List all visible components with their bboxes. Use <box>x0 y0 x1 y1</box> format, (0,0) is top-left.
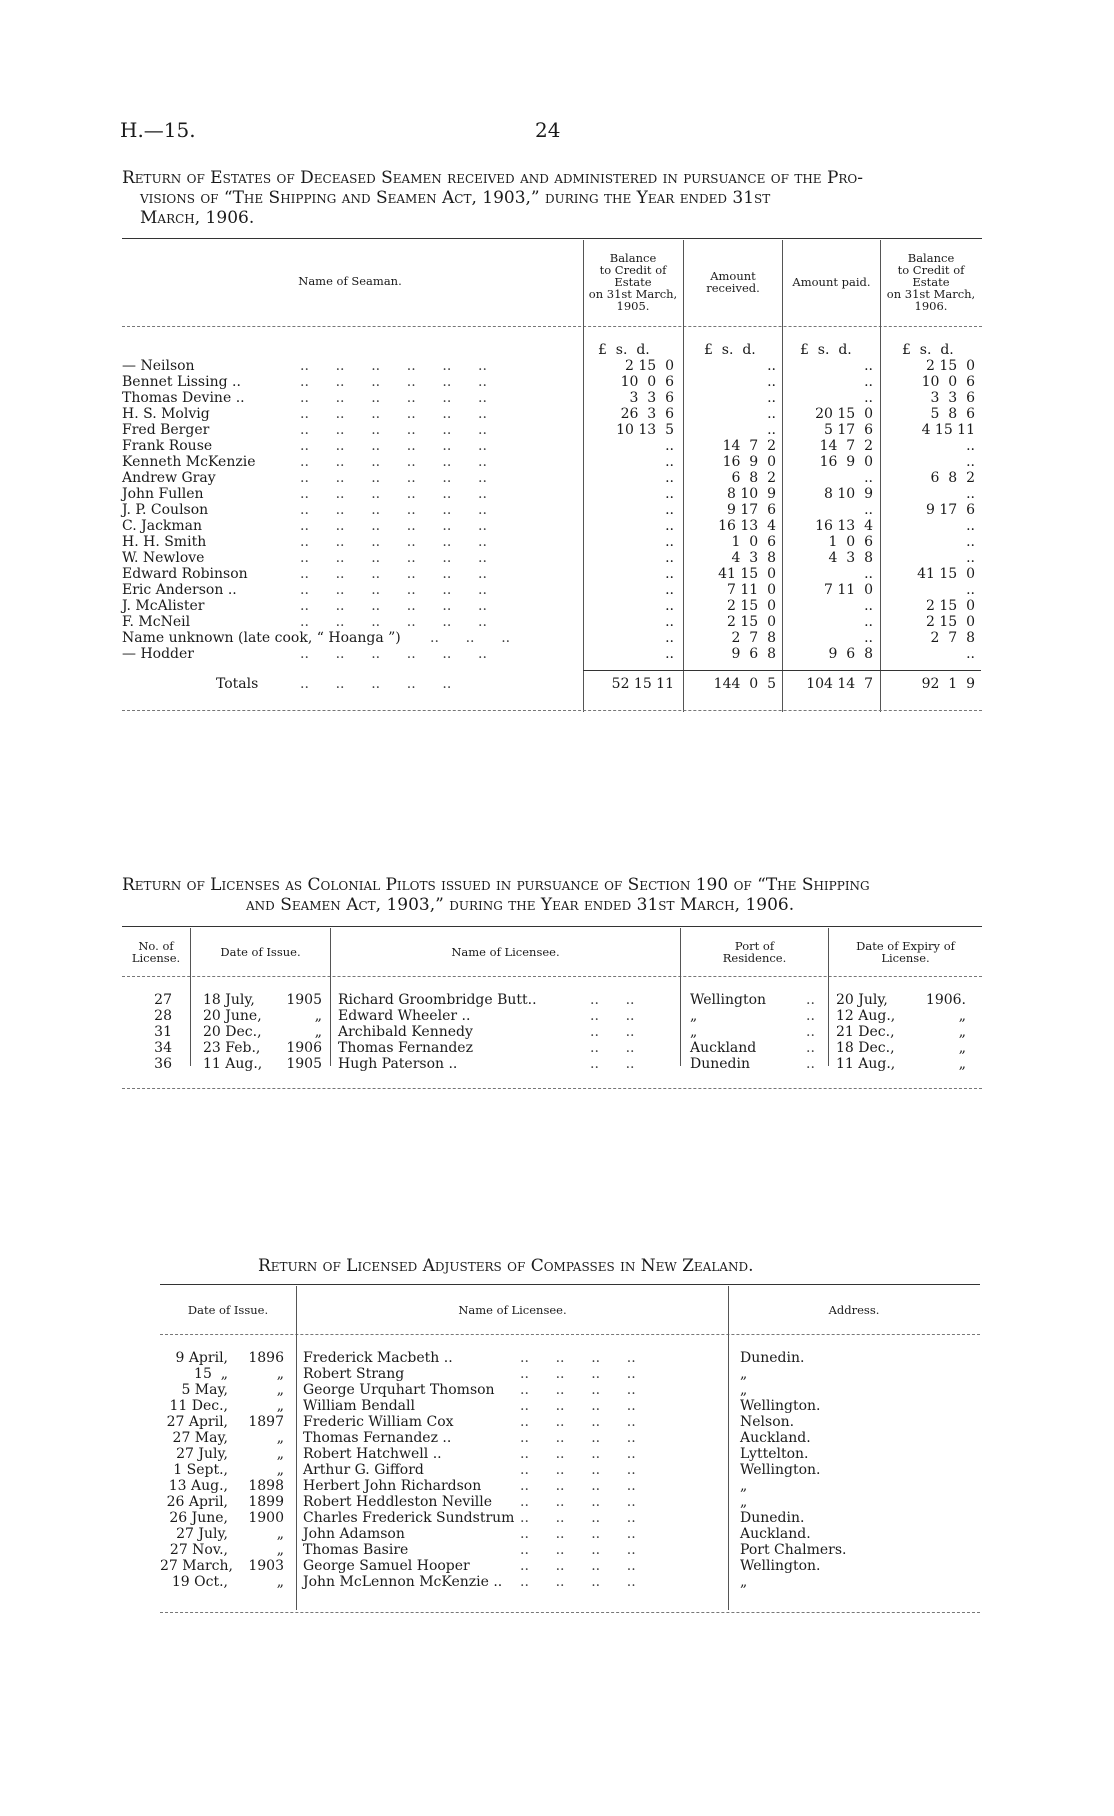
header-licensee: Name of Licensee. <box>458 1303 567 1317</box>
dot-leader: .. .. .. .. .. .. <box>300 646 487 662</box>
total-balance-1906: 92 1 9 <box>921 676 975 692</box>
paid-cell: 8 10 9 <box>824 486 873 502</box>
licensee-cell: Thomas Basire <box>303 1542 409 1558</box>
address-cell: Wellington. <box>740 1462 821 1478</box>
received-cell: 16 13 4 <box>718 518 776 534</box>
dot-leader: .. .. .. .. <box>520 1542 636 1558</box>
seaman-name: C. Jackman <box>122 518 203 534</box>
address-cell: „ <box>740 1478 748 1494</box>
balance-1906-cell: .. <box>966 582 975 598</box>
issue-date-cell: 11 Dec., <box>169 1398 228 1414</box>
received-cell: .. <box>767 374 776 390</box>
col-divider <box>728 1286 729 1610</box>
rule <box>160 1612 980 1613</box>
issue-date-cell: 11 Aug., <box>203 1056 263 1072</box>
licensee-cell: George Samuel Hooper <box>303 1558 470 1574</box>
balance-1906-cell: 9 17 6 <box>926 502 975 518</box>
issue-year-cell: „ <box>314 1008 322 1024</box>
dot-leader: .. .. .. .. <box>520 1350 636 1366</box>
balance-1906-cell: .. <box>966 646 975 662</box>
paid-cell: .. <box>864 566 873 582</box>
received-cell: 9 6 8 <box>731 646 776 662</box>
balance-1905-cell: 26 3 6 <box>620 406 674 422</box>
balance-1906-cell: .. <box>966 550 975 566</box>
paid-cell: 20 15 0 <box>815 406 873 422</box>
balance-1905-cell: .. <box>665 502 674 518</box>
expiry-year-cell: „ <box>958 1024 966 1040</box>
received-cell: 16 9 0 <box>722 454 776 470</box>
license-no-cell: 27 <box>154 992 172 1008</box>
seaman-name: F. McNeil <box>122 614 191 630</box>
received-cell: 2 15 0 <box>727 614 776 630</box>
licensee-cell: Thomas Fernandez .. <box>303 1430 452 1446</box>
units-b: £ s. d. <box>704 342 756 358</box>
paid-cell: 14 7 2 <box>819 438 873 454</box>
balance-1906-cell: 3 3 6 <box>930 390 975 406</box>
received-cell: 7 11 0 <box>727 582 776 598</box>
address-cell: „ <box>740 1382 748 1398</box>
issue-year-cell: „ <box>276 1446 284 1462</box>
expiry-date-cell: 20 July, <box>836 992 888 1008</box>
dot-leader: .. .. <box>590 1040 635 1056</box>
seaman-name: W. Newlove <box>122 550 205 566</box>
paid-cell: 7 11 0 <box>824 582 873 598</box>
received-cell: 1 0 6 <box>731 534 776 550</box>
pilots-title-line1: Return of Licenses as Colonial Pilots issued in pursuance of Section 190 of “The Shipping <box>122 875 870 895</box>
expiry-year-cell: „ <box>958 1008 966 1024</box>
balance-1905-cell: .. <box>665 646 674 662</box>
license-no-cell: 28 <box>154 1008 172 1024</box>
balance-1905-cell: .. <box>665 486 674 502</box>
seaman-name: Andrew Gray <box>122 470 216 486</box>
units-a: £ s. d. <box>598 342 650 358</box>
dot-leader: .. .. .. .. <box>520 1478 636 1494</box>
rule <box>583 670 981 671</box>
balance-1905-cell: 2 15 0 <box>625 358 674 374</box>
licensee-cell: Robert Hatchwell .. <box>303 1446 442 1462</box>
licensee-cell: Thomas Fernandez <box>338 1040 473 1056</box>
dot-leader: .. .. .. .. .. .. <box>300 470 487 486</box>
received-cell: 8 10 9 <box>727 486 776 502</box>
rule <box>122 926 982 927</box>
licensee-cell: William Bendall <box>303 1398 415 1414</box>
dot-leader: .. .. .. .. .. .. <box>300 374 487 390</box>
licensee-cell: Hugh Paterson .. <box>338 1056 458 1072</box>
issue-date-cell: 1 Sept., <box>173 1462 228 1478</box>
seaman-name: Fred Berger <box>122 422 210 438</box>
received-cell: .. <box>767 406 776 422</box>
dot-leader: .. .. .. .. .. .. <box>300 358 487 374</box>
address-cell: Dunedin. <box>740 1510 805 1526</box>
expiry-year-cell: 1906. <box>925 992 966 1008</box>
issue-year-cell: 1906 <box>286 1040 322 1056</box>
issue-year-cell: „ <box>276 1366 284 1382</box>
paid-cell: 5 17 6 <box>824 422 873 438</box>
issue-date-cell: 20 June, <box>203 1008 262 1024</box>
seaman-name: J. McAlister <box>122 598 205 614</box>
port-cell: Wellington <box>690 992 767 1008</box>
paid-cell: .. <box>864 614 873 630</box>
received-cell: 4 3 8 <box>731 550 776 566</box>
rule <box>122 326 982 327</box>
balance-1906-cell: 2 7 8 <box>930 630 975 646</box>
rule <box>122 238 982 239</box>
header-license-no: No. of License. <box>131 939 181 965</box>
header-port: Port of Residence. <box>722 939 787 965</box>
received-cell: 6 8 2 <box>731 470 776 486</box>
licensee-cell: Robert Heddleston Neville <box>303 1494 493 1510</box>
balance-1905-cell: .. <box>665 470 674 486</box>
paid-cell: .. <box>864 598 873 614</box>
total-received: 144 0 5 <box>713 676 776 692</box>
seamen-title-line2: visions of “The Shipping and Seamen Act, 1903,” during the Year ended 31st <box>140 188 771 208</box>
received-cell: .. <box>767 390 776 406</box>
dot-leader: .. .. .. .. <box>520 1382 636 1398</box>
dot-leader: .. .. .. .. <box>520 1462 636 1478</box>
dot-leader: .. <box>806 1024 815 1040</box>
issue-year-cell: „ <box>276 1526 284 1542</box>
dot-leader: .. .. .. .. <box>520 1446 636 1462</box>
dot-leader: .. <box>806 1056 815 1072</box>
balance-1906-cell: 41 15 0 <box>917 566 975 582</box>
issue-year-cell: 1896 <box>248 1350 284 1366</box>
seaman-name: H. H. Smith <box>122 534 207 550</box>
balance-1906-cell: .. <box>966 438 975 454</box>
pilots-title-line2: and Seamen Act, 1903,” during the Year ended 31st March, 1906. <box>246 895 795 915</box>
issue-date-cell: 18 July, <box>203 992 255 1008</box>
dot-leader: .. .. .. .. <box>520 1510 636 1526</box>
licensee-cell: John McLennon McKenzie .. <box>303 1574 503 1590</box>
paid-cell: 4 3 8 <box>828 550 873 566</box>
header-amount-paid: Amount paid. <box>792 275 871 289</box>
page-number: 24 <box>535 118 561 142</box>
header-expiry: Date of Expiry of License. <box>856 939 955 965</box>
received-cell: 14 7 2 <box>722 438 776 454</box>
address-cell: Wellington. <box>740 1558 821 1574</box>
total-paid: 104 14 7 <box>806 676 873 692</box>
dot-leader: .. .. <box>590 1024 635 1040</box>
issue-date-cell: 19 Oct., <box>171 1574 228 1590</box>
paid-cell: .. <box>864 390 873 406</box>
dot-leader: .. .. .. .. .. .. <box>300 502 487 518</box>
received-cell: 9 17 6 <box>727 502 776 518</box>
issue-year-cell: 1897 <box>248 1414 284 1430</box>
balance-1905-cell: .. <box>665 630 674 646</box>
licensee-cell: Frederic William Cox <box>303 1414 454 1430</box>
dot-leader: .. .. .. .. <box>520 1558 636 1574</box>
dot-leader: .. .. .. .. .. .. <box>300 534 487 550</box>
dot-leader: .. .. .. .. .. <box>300 676 452 692</box>
issue-year-cell: „ <box>276 1574 284 1590</box>
seaman-name: Bennet Lissing .. <box>122 374 241 390</box>
balance-1906-cell: .. <box>966 518 975 534</box>
header-licensee: Name of Licensee. <box>451 945 560 959</box>
issue-year-cell: „ <box>276 1542 284 1558</box>
license-no-cell: 31 <box>154 1024 172 1040</box>
seaman-name: — Hodder <box>122 646 194 662</box>
header-name-of-seaman: Name of Seaman. <box>298 274 402 288</box>
issue-year-cell: 1900 <box>248 1510 284 1526</box>
issue-year-cell: 1898 <box>248 1478 284 1494</box>
paid-cell: .. <box>864 374 873 390</box>
address-cell: Port Chalmers. <box>740 1542 847 1558</box>
port-cell: Auckland <box>690 1040 757 1056</box>
dot-leader: .. .. <box>590 1008 635 1024</box>
total-balance-1905: 52 15 11 <box>611 676 674 692</box>
issue-year-cell: 1903 <box>248 1558 284 1574</box>
dot-leader: .. .. .. .. .. .. <box>300 406 487 422</box>
dot-leader: .. .. .. .. .. .. <box>300 614 487 630</box>
header-amount-received: Amount received. <box>706 269 760 295</box>
issue-date-cell: 20 Dec., <box>203 1024 262 1040</box>
expiry-date-cell: 11 Aug., <box>836 1056 896 1072</box>
totals-label: Totals <box>216 676 259 692</box>
dot-leader: .. .. .. .. <box>520 1494 636 1510</box>
received-cell: .. <box>767 358 776 374</box>
dot-leader: .. .. <box>590 1056 635 1072</box>
seaman-name: J. P. Coulson <box>122 502 209 518</box>
seamen-title-line3: March, 1906. <box>140 208 255 228</box>
dot-leader: .. <box>806 1040 815 1056</box>
paid-cell: .. <box>864 470 873 486</box>
seaman-name: Kenneth McKenzie <box>122 454 256 470</box>
balance-1906-cell: 5 8 6 <box>930 406 975 422</box>
dot-leader: .. .. .. .. <box>520 1526 636 1542</box>
issue-date-cell: 27 April, <box>166 1414 228 1430</box>
balance-1906-cell: 2 15 0 <box>926 598 975 614</box>
balance-1906-cell: 2 15 0 <box>926 614 975 630</box>
paid-cell: 1 0 6 <box>828 534 873 550</box>
issue-year-cell: „ <box>276 1398 284 1414</box>
rule <box>122 1088 982 1089</box>
header-balance-1906: Balance to Credit of Estate on 31st March, 1906. <box>886 251 976 313</box>
dot-leader: .. <box>806 992 815 1008</box>
issue-year-cell: „ <box>314 1024 322 1040</box>
dot-leader: .. .. .. .. .. .. <box>300 422 487 438</box>
licensee-cell: Richard Groombridge Butt.. <box>338 992 537 1008</box>
licensee-cell: Charles Frederick Sundstrum <box>303 1510 515 1526</box>
paid-cell: .. <box>864 358 873 374</box>
header-date-of-issue: Date of Issue. <box>220 945 301 959</box>
dot-leader: .. .. .. <box>430 630 511 646</box>
units-c: £ s. d. <box>800 342 852 358</box>
expiry-date-cell: 21 Dec., <box>836 1024 895 1040</box>
licensee-cell: Edward Wheeler .. <box>338 1008 471 1024</box>
address-cell: Auckland. <box>740 1430 811 1446</box>
balance-1905-cell: .. <box>665 454 674 470</box>
paid-cell: .. <box>864 502 873 518</box>
balance-1906-cell: .. <box>966 486 975 502</box>
issue-date-cell: 9 April, <box>175 1350 228 1366</box>
dot-leader: .. .. .. .. .. .. <box>300 518 487 534</box>
seaman-name: Edward Robinson <box>122 566 248 582</box>
issue-date-cell: 27 March, <box>160 1558 233 1574</box>
address-cell: „ <box>740 1366 748 1382</box>
balance-1905-cell: .. <box>665 534 674 550</box>
balance-1905-cell: .. <box>665 614 674 630</box>
issue-date-cell: 23 Feb., <box>203 1040 261 1056</box>
balance-1905-cell: .. <box>665 566 674 582</box>
issue-year-cell: 1905 <box>286 1056 322 1072</box>
expiry-year-cell: „ <box>958 1040 966 1056</box>
header-address: Address. <box>828 1303 880 1317</box>
balance-1906-cell: 6 8 2 <box>930 470 975 486</box>
dot-leader: .. .. <box>590 992 635 1008</box>
address-cell: „ <box>740 1494 748 1510</box>
balance-1905-cell: 10 0 6 <box>620 374 674 390</box>
seamen-title-line1: Return of Estates of Deceased Seamen received and administered in pursuance of the Pro- <box>122 168 864 188</box>
header-date-of-issue: Date of Issue. <box>187 1303 269 1317</box>
dot-leader: .. .. .. .. <box>520 1366 636 1382</box>
balance-1906-cell: .. <box>966 454 975 470</box>
dot-leader: .. .. .. .. .. .. <box>300 598 487 614</box>
seaman-name: — Neilson <box>122 358 195 374</box>
received-cell: 2 15 0 <box>727 598 776 614</box>
rule <box>122 976 982 977</box>
col-divider <box>296 1286 297 1610</box>
paid-cell: 16 9 0 <box>819 454 873 470</box>
balance-1905-cell: 10 13 5 <box>616 422 674 438</box>
licensee-cell: George Urquhart Thomson <box>303 1382 495 1398</box>
expiry-date-cell: 18 Dec., <box>836 1040 895 1056</box>
expiry-year-cell: „ <box>958 1056 966 1072</box>
license-no-cell: 34 <box>154 1040 172 1056</box>
licensee-cell: Frederick Macbeth .. <box>303 1350 453 1366</box>
license-no-cell: 36 <box>154 1056 172 1072</box>
seaman-name: Eric Anderson .. <box>122 582 237 598</box>
dot-leader: .. .. .. .. .. .. <box>300 390 487 406</box>
seaman-name: H. S. Molvig <box>122 406 210 422</box>
balance-1906-cell: 2 15 0 <box>926 358 975 374</box>
balance-1906-cell: .. <box>966 534 975 550</box>
balance-1905-cell: .. <box>665 550 674 566</box>
balance-1906-cell: 4 15 11 <box>921 422 975 438</box>
address-cell: Nelson. <box>740 1414 795 1430</box>
units-d: £ s. d. <box>902 342 954 358</box>
rule <box>160 1284 980 1285</box>
address-cell: Auckland. <box>740 1526 811 1542</box>
address-cell: Lyttelton. <box>740 1446 809 1462</box>
address-cell: Dunedin. <box>740 1350 805 1366</box>
balance-1905-cell: .. <box>665 582 674 598</box>
licensee-cell: John Adamson <box>303 1526 405 1542</box>
balance-1906-cell: 10 0 6 <box>921 374 975 390</box>
rule <box>160 1334 980 1335</box>
dot-leader: .. <box>806 1008 815 1024</box>
dot-leader: .. .. .. .. <box>520 1574 636 1590</box>
dot-leader: .. .. .. .. <box>520 1414 636 1430</box>
address-cell: Wellington. <box>740 1398 821 1414</box>
issue-date-cell: 27 July, <box>176 1446 228 1462</box>
paid-cell: 16 13 4 <box>815 518 873 534</box>
issue-year-cell: „ <box>276 1430 284 1446</box>
issue-year-cell: „ <box>276 1462 284 1478</box>
paid-cell: 9 6 8 <box>828 646 873 662</box>
licensee-cell: Robert Strang <box>303 1366 405 1382</box>
dot-leader: .. .. .. .. .. .. <box>300 582 487 598</box>
licensee-cell: Archibald Kennedy <box>338 1024 473 1040</box>
issue-date-cell: 13 Aug., <box>168 1478 228 1494</box>
issue-year-cell: 1905 <box>286 992 322 1008</box>
dot-leader: .. .. .. .. <box>520 1430 636 1446</box>
licensee-cell: Arthur G. Gifford <box>303 1462 424 1478</box>
received-cell: 41 15 0 <box>718 566 776 582</box>
compasses-title: Return of Licensed Adjusters of Compasses in New Zealand. <box>258 1256 754 1276</box>
dot-leader: .. .. .. .. .. .. <box>300 550 487 566</box>
balance-1905-cell: .. <box>665 598 674 614</box>
paid-cell: .. <box>864 630 873 646</box>
issue-date-cell: 27 May, <box>172 1430 228 1446</box>
dot-leader: .. .. .. .. <box>520 1398 636 1414</box>
issue-date-cell: 27 July, <box>176 1526 228 1542</box>
balance-1905-cell: 3 3 6 <box>629 390 674 406</box>
seaman-name: Thomas Devine .. <box>122 390 245 406</box>
header-balance-1905: Balance to Credit of Estate on 31st March, 1905. <box>588 251 678 313</box>
issue-date-cell: 27 Nov., <box>169 1542 228 1558</box>
issue-date-cell: 15 „ <box>194 1366 228 1382</box>
received-cell: .. <box>767 422 776 438</box>
issue-year-cell: 1899 <box>248 1494 284 1510</box>
issue-year-cell: „ <box>276 1382 284 1398</box>
port-cell: „ <box>690 1008 698 1024</box>
issue-date-cell: 5 May, <box>181 1382 228 1398</box>
port-cell: Dunedin <box>690 1056 750 1072</box>
port-cell: „ <box>690 1024 698 1040</box>
seaman-name: Frank Rouse <box>122 438 213 454</box>
page-reference: H.—15. <box>120 118 196 142</box>
rule <box>122 710 982 711</box>
dot-leader: .. .. .. .. .. .. <box>300 566 487 582</box>
issue-date-cell: 26 June, <box>169 1510 228 1526</box>
expiry-date-cell: 12 Aug., <box>836 1008 896 1024</box>
balance-1905-cell: .. <box>665 438 674 454</box>
seaman-name: Name unknown (late cook, “ Hoanga ”) <box>122 630 401 646</box>
balance-1905-cell: .. <box>665 518 674 534</box>
seaman-name: John Fullen <box>122 486 204 502</box>
dot-leader: .. .. .. .. .. .. <box>300 454 487 470</box>
address-cell: „ <box>740 1574 748 1590</box>
licensee-cell: Herbert John Richardson <box>303 1478 482 1494</box>
dot-leader: .. .. .. .. .. .. <box>300 486 487 502</box>
issue-date-cell: 26 April, <box>166 1494 228 1510</box>
dot-leader: .. .. .. .. .. .. <box>300 438 487 454</box>
received-cell: 2 7 8 <box>731 630 776 646</box>
